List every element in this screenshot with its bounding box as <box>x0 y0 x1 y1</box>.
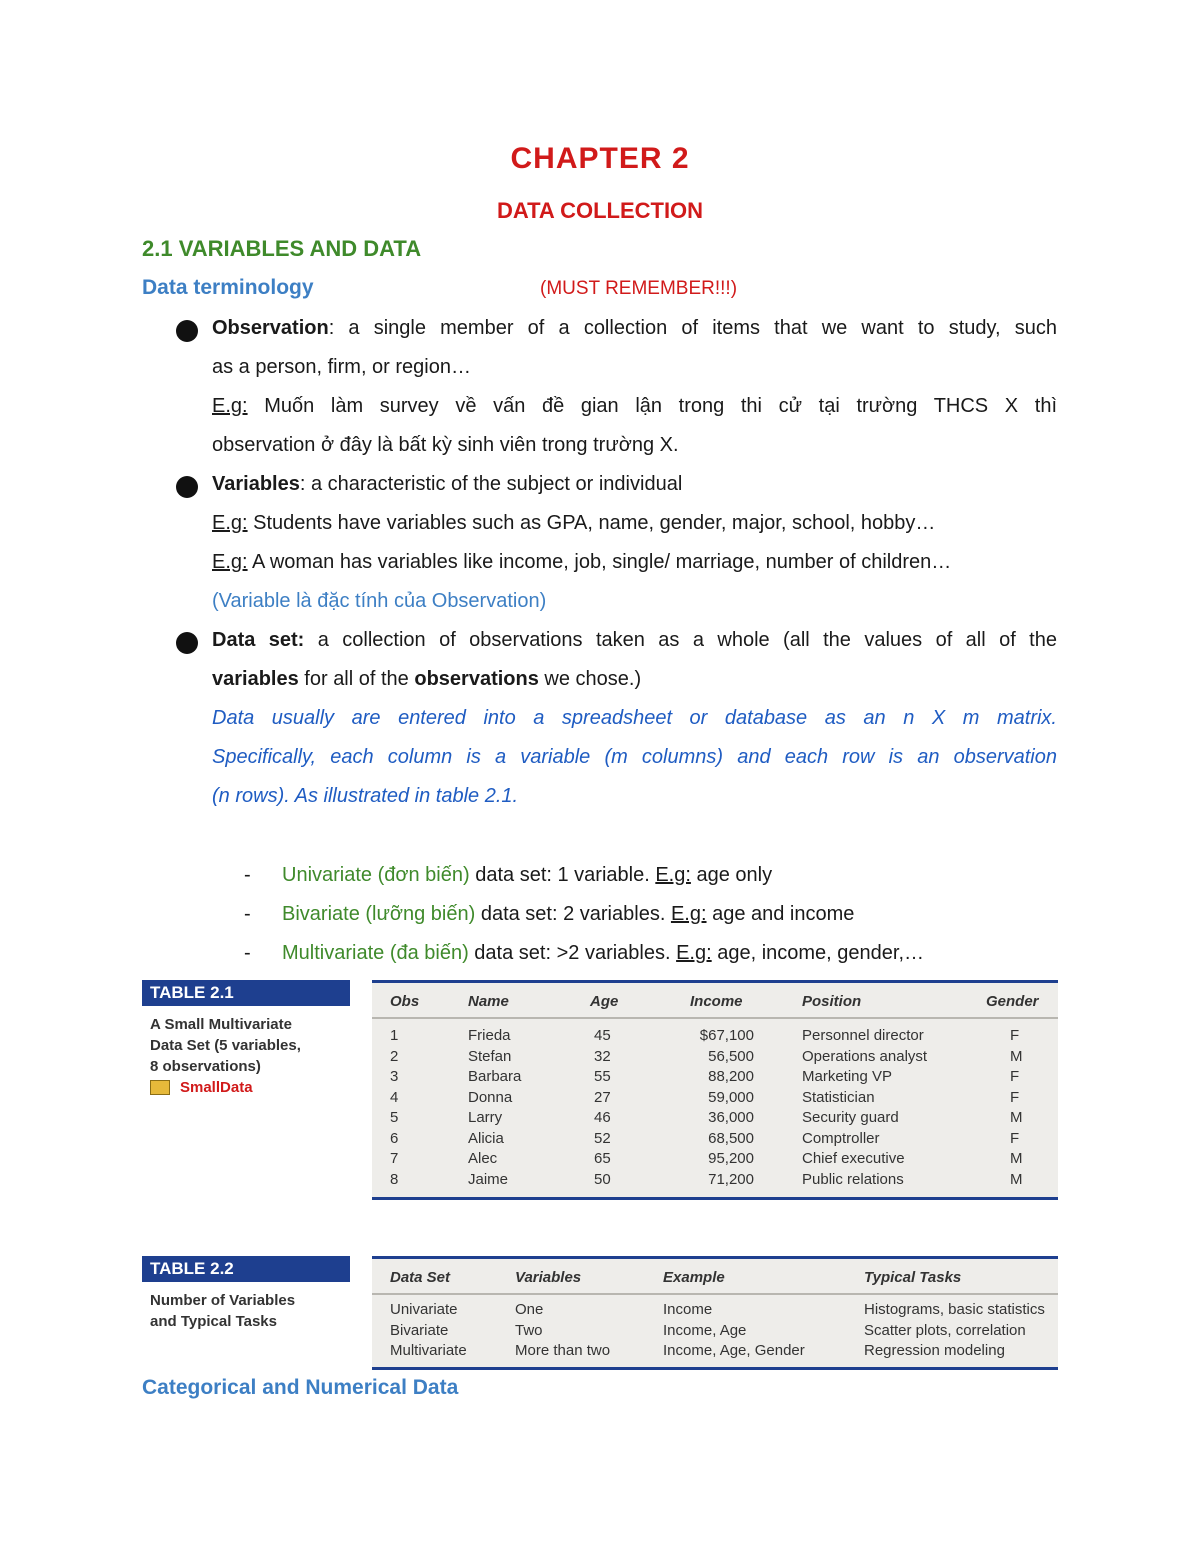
dataset-end: we chose.) <box>538 668 642 690</box>
table-cell: F <box>1010 1129 1020 1147</box>
table1-header-cell: Age <box>590 993 619 1010</box>
table2-desc-line: Number of Variables <box>150 1292 296 1309</box>
observation-def: : a single member of a collection of items that we want to study, such <box>328 317 1057 339</box>
table1-desc-line: 8 observations) <box>150 1058 261 1075</box>
type-name: Multivariate (đa biến) <box>282 942 469 964</box>
table-cell: 27 <box>594 1088 611 1106</box>
table-cell: Donna <box>468 1088 513 1106</box>
table1-caption <box>142 980 350 1096</box>
table-cell: Comptroller <box>802 1129 880 1147</box>
table-cell: 46 <box>594 1109 611 1126</box>
categorical-numerical-heading: Categorical and Numerical Data <box>142 1376 459 1399</box>
bullet-icon <box>176 476 198 498</box>
variables-eg1 <box>212 504 1057 543</box>
eg-label: E.g: <box>212 551 248 573</box>
table-cell: 36,000 <box>708 1109 754 1126</box>
variables-def <box>212 465 1057 504</box>
table1-body <box>372 1019 1058 1191</box>
dataset-mid: for all of the <box>298 668 415 690</box>
table-row <box>372 1171 1058 1192</box>
dataset-def-text: a collection of observations taken as a whole (all the values of all of the <box>304 629 1057 651</box>
table-cell: F <box>1010 1027 1020 1044</box>
table-row <box>372 1322 1058 1343</box>
table-cell: Income, Age, Gender <box>663 1342 805 1359</box>
table-cell: Stefan <box>468 1047 512 1065</box>
table2-header-cell: Example <box>663 1269 725 1286</box>
table2-header-cell: Variables <box>515 1269 582 1286</box>
bullet-icon <box>176 320 198 342</box>
table2-header <box>372 1259 1058 1295</box>
observation-def-line1 <box>212 309 1057 348</box>
observation-eg-line1 <box>212 387 1057 426</box>
chapter-title: CHAPTER 2 <box>510 142 690 175</box>
table-cell: Public relations <box>802 1170 904 1188</box>
variables-note: (Variable là đặc tính của Observation) <box>212 590 547 612</box>
table-cell: Regression modeling <box>864 1342 1005 1359</box>
smalldata-link[interactable] <box>142 1079 350 1096</box>
table-cell: 8 <box>390 1170 399 1188</box>
table-cell: $67,100 <box>699 1027 754 1044</box>
folder-icon <box>150 1080 170 1095</box>
table-cell: 7 <box>390 1150 399 1167</box>
table-cell: 71,200 <box>708 1170 754 1188</box>
table2-tag: TABLE 2.2 <box>142 1256 350 1282</box>
table1-header-cell: Name <box>468 993 509 1010</box>
table-cell: F <box>1010 1088 1020 1106</box>
table-cell: Income <box>663 1301 713 1318</box>
table-cell: F <box>1010 1068 1020 1085</box>
table-cell: 32 <box>594 1047 611 1065</box>
table-row <box>372 1342 1058 1363</box>
bold-observations: observations <box>414 668 539 690</box>
table-cell: 56,500 <box>708 1047 754 1065</box>
table-cell: 95,200 <box>708 1150 754 1167</box>
must-remember-note: (MUST REMEMBER!!!) <box>540 278 738 299</box>
table2-desc-line: and Typical Tasks <box>150 1313 277 1330</box>
observation-def-line2: as a person, firm, or region… <box>212 356 471 378</box>
dash-marker: - <box>244 864 251 886</box>
observation-term: Observation <box>212 317 329 339</box>
variables-def-text: : a characteristic of the subject or individual <box>299 473 683 495</box>
table-cell: Univariate <box>390 1301 458 1318</box>
table-row <box>372 1301 1058 1322</box>
table-cell: 1 <box>390 1027 399 1044</box>
table1-header-cell: Income <box>690 993 743 1010</box>
table1-tag: TABLE 2.1 <box>142 980 350 1006</box>
table2-header-cell: Data Set <box>390 1269 451 1286</box>
table1-desc-line: A Small Multivariate <box>150 1016 292 1033</box>
table-cell: 88,200 <box>708 1068 754 1085</box>
bold-variables: variables <box>212 668 299 690</box>
table-row <box>372 1130 1058 1151</box>
table1 <box>372 980 1058 1200</box>
type-example: age only <box>690 864 773 886</box>
table-cell: M <box>1010 1150 1023 1167</box>
smalldata-link-label: SmallData <box>180 1079 253 1096</box>
observation-eg-line2: observation ở đây là bất kỳ sinh viên trong trường X. <box>212 434 679 456</box>
table-row <box>372 1027 1058 1048</box>
table-cell: Multivariate <box>390 1342 467 1359</box>
table-cell: Marketing VP <box>802 1068 893 1085</box>
table-cell: Security guard <box>802 1109 899 1126</box>
table-cell: 68,500 <box>708 1129 754 1147</box>
table-cell: Personnel director <box>802 1027 924 1044</box>
table-cell: 4 <box>390 1088 399 1106</box>
table1-desc-line: Data Set (5 variables, <box>150 1037 301 1054</box>
table-row <box>372 1150 1058 1171</box>
table-cell: M <box>1010 1109 1023 1126</box>
eg-label: E.g: <box>670 903 707 925</box>
table-cell: 65 <box>594 1150 611 1167</box>
dataset-italic-line3: (n rows). As illustrated in table 2.1. <box>212 785 519 807</box>
table-cell: 50 <box>594 1170 611 1188</box>
table-cell: Alec <box>468 1150 498 1167</box>
table-cell: Barbara <box>468 1068 522 1085</box>
dataset-term: Data set: <box>212 629 305 651</box>
table-cell: Jaime <box>468 1170 509 1188</box>
table-cell: Histograms, basic statistics <box>864 1301 1045 1318</box>
terminology-title: Data terminology <box>142 276 314 299</box>
table1-description <box>142 1014 350 1077</box>
table-cell: Income, Age <box>663 1321 747 1339</box>
table-cell: More than two <box>515 1342 611 1359</box>
table-cell: Bivariate <box>390 1321 449 1339</box>
table-cell: Chief executive <box>802 1150 905 1167</box>
type-example: age, income, gender,… <box>711 942 925 964</box>
type-desc: data set: 1 variable. <box>469 864 656 886</box>
eg-label: E.g: <box>676 942 712 964</box>
table-cell: 6 <box>390 1129 399 1147</box>
variables-eg2 <box>212 543 1057 582</box>
variables-term: Variables <box>212 473 300 495</box>
table2-body <box>372 1295 1058 1363</box>
table-cell: Two <box>515 1321 543 1339</box>
table-cell: 2 <box>390 1047 399 1065</box>
section-heading: 2.1 VARIABLES AND DATA <box>142 236 422 261</box>
table-cell: Larry <box>468 1109 503 1126</box>
table-cell: Statistician <box>802 1088 875 1106</box>
table-row <box>372 1109 1058 1130</box>
table-cell: Frieda <box>468 1027 511 1044</box>
table1-header <box>372 983 1058 1019</box>
table-cell: Operations analyst <box>802 1047 928 1065</box>
eg-label: E.g: <box>655 864 691 886</box>
table-row <box>372 1048 1058 1069</box>
table-cell: M <box>1010 1170 1023 1188</box>
type-example: age and income <box>706 903 855 925</box>
dataset-italic-line2: Specifically, each column is a variable (m columns) and each row is an observation <box>212 746 1057 768</box>
variables-eg1-text: Students have variables such as GPA, name, gender, major, school, hobby… <box>247 512 936 534</box>
dash-marker: - <box>244 942 251 964</box>
table-cell: 3 <box>390 1068 399 1085</box>
table2-header-cell: Typical Tasks <box>864 1269 962 1286</box>
table-row <box>372 1089 1058 1110</box>
type-name: Bivariate (lưỡng biến) <box>282 903 476 925</box>
table-cell: 52 <box>594 1129 611 1147</box>
observation-eg-text: Muốn làm survey về vấn đề gian lận trong thi cử tại trường THCS X thì <box>247 395 1057 417</box>
table-cell: 59,000 <box>708 1088 754 1106</box>
table-cell: 5 <box>390 1109 399 1126</box>
table2-description <box>142 1290 350 1332</box>
dash-marker: - <box>244 903 251 925</box>
table-row <box>372 1068 1058 1089</box>
variables-eg2-text: A woman has variables like income, job, single/ marriage, number of children… <box>247 551 952 573</box>
table2 <box>372 1256 1058 1370</box>
table-cell: One <box>515 1301 544 1318</box>
bullet-icon <box>176 632 198 654</box>
type-desc: data set: 2 variables. <box>475 903 671 925</box>
eg-label: E.g: <box>212 512 248 534</box>
table-cell: Scatter plots, correlation <box>864 1321 1026 1339</box>
dataset-def-line2 <box>212 660 1057 699</box>
table1-header-cell: Gender <box>986 993 1039 1010</box>
table1-header-cell: Position <box>802 993 862 1010</box>
type-name: Univariate (đơn biến) <box>282 864 470 886</box>
chapter-subtitle: DATA COLLECTION <box>496 198 704 223</box>
terminology-heading <box>142 276 1062 300</box>
table-cell: M <box>1010 1047 1023 1065</box>
dataset-italic-line1: Data usually are entered into a spreadsheet or database as an n X m matrix. <box>212 707 1057 729</box>
table-cell: Alicia <box>468 1129 504 1147</box>
table-cell: 55 <box>594 1068 611 1085</box>
eg-label: E.g: <box>212 395 248 417</box>
dataset-def-line1 <box>212 621 1057 660</box>
table2-caption <box>142 1256 350 1332</box>
table-cell: 45 <box>594 1027 611 1044</box>
type-desc: data set: >2 variables. <box>468 942 677 964</box>
table1-header-cell: Obs <box>390 993 420 1010</box>
